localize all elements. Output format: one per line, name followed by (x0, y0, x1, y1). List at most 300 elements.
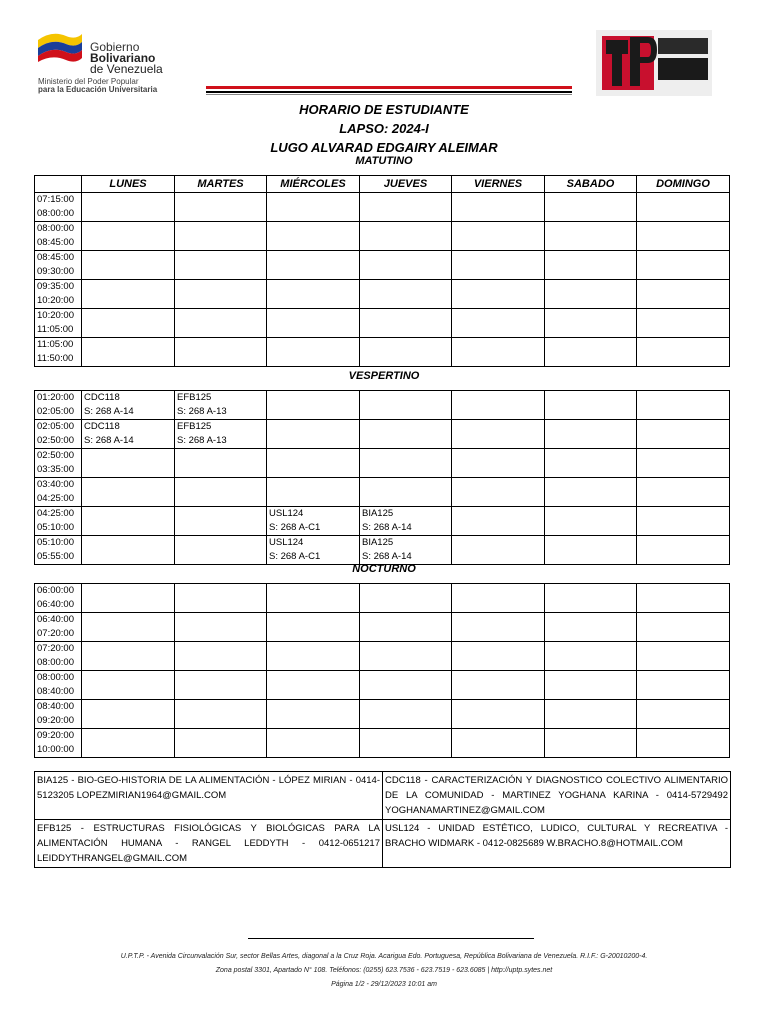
course-code (360, 222, 451, 236)
course-code (175, 449, 266, 463)
class-cell (82, 193, 175, 222)
room-label (452, 207, 544, 221)
course-code (175, 280, 266, 294)
slot-end-time: 06:40:00 (37, 599, 74, 610)
course-code (267, 391, 359, 405)
slot-start-time: 05:10:00 (37, 537, 74, 548)
course-code (360, 420, 451, 434)
class-cell (175, 420, 267, 449)
class-cell (267, 584, 360, 613)
room-label (267, 294, 359, 308)
time-slot (35, 584, 82, 613)
course-code (267, 338, 359, 352)
course-code: BIA125 (362, 537, 394, 548)
class-cell (175, 478, 267, 507)
room-label (637, 434, 729, 448)
course-code (452, 420, 544, 434)
room-label (267, 265, 359, 279)
course-code (637, 251, 729, 265)
course-code (637, 338, 729, 352)
room-label (360, 405, 451, 419)
legend-row (35, 772, 731, 820)
class-cell (637, 449, 730, 478)
header-black-rule (206, 91, 572, 93)
course-code: CDC118 (84, 392, 120, 403)
room-label (545, 656, 636, 670)
gov-line-3: de Venezuela (90, 62, 163, 76)
slot-start-time: 07:15:00 (37, 194, 74, 205)
time-slot (35, 478, 82, 507)
venezuela-flag-icon (36, 30, 84, 62)
course-code (545, 536, 636, 550)
government-name (90, 42, 163, 75)
time-slot (35, 391, 82, 420)
slot-start-time: 11:05:00 (37, 339, 74, 350)
time-slot (35, 420, 82, 449)
header-red-rule (206, 86, 572, 89)
course-code (545, 338, 636, 352)
class-cell (360, 420, 452, 449)
course-code (82, 222, 174, 236)
slot-start-time: 09:35:00 (37, 281, 74, 292)
slot-end-time: 09:20:00 (37, 715, 74, 726)
class-cell (267, 280, 360, 309)
course-code (267, 729, 359, 743)
course-code (452, 671, 544, 685)
course-code (360, 478, 451, 492)
course-code: CDC118 (84, 421, 120, 432)
course-code (452, 613, 544, 627)
room-label (637, 598, 729, 612)
room-label (637, 743, 729, 757)
slot-end-time: 08:00:00 (37, 657, 74, 668)
room-label (545, 434, 636, 448)
room-label (82, 207, 174, 221)
course-code (267, 478, 359, 492)
class-cell (82, 536, 175, 565)
class-cell (175, 222, 267, 251)
room-label (175, 463, 266, 477)
course-code (267, 700, 359, 714)
table-row (35, 338, 730, 367)
course-code (452, 309, 544, 323)
course-code (175, 671, 266, 685)
table-row (35, 309, 730, 338)
slot-end-time: 02:50:00 (37, 435, 74, 446)
class-cell (545, 478, 637, 507)
class-cell (360, 309, 452, 338)
ministry-name (38, 78, 157, 94)
room-label (637, 463, 729, 477)
table-row (35, 729, 730, 758)
room-label (82, 463, 174, 477)
course-code (82, 536, 174, 550)
class-cell (360, 391, 452, 420)
course-code (82, 700, 174, 714)
room-label (545, 550, 636, 564)
class-cell (360, 729, 452, 758)
course-code (82, 671, 174, 685)
course-code: BIA125 (362, 508, 394, 519)
class-cell (267, 642, 360, 671)
course-code (175, 251, 266, 265)
course-code (637, 584, 729, 598)
class-cell (452, 671, 545, 700)
class-cell (82, 584, 175, 613)
class-cell (360, 280, 452, 309)
slot-start-time: 08:00:00 (37, 672, 74, 683)
course-code (82, 309, 174, 323)
room-label (637, 352, 729, 366)
time-slot (35, 309, 82, 338)
course-code (360, 729, 451, 743)
day-header: DOMINGO (637, 176, 730, 193)
class-cell (360, 338, 452, 367)
class-cell (637, 309, 730, 338)
class-cell (545, 420, 637, 449)
room-label: S: 268 A-14 (362, 551, 412, 562)
course-code (637, 536, 729, 550)
class-cell (637, 729, 730, 758)
time-slot (35, 671, 82, 700)
class-cell (82, 478, 175, 507)
class-cell (82, 280, 175, 309)
class-cell (267, 309, 360, 338)
course-code (637, 280, 729, 294)
room-label (82, 656, 174, 670)
course-code (175, 222, 266, 236)
slot-start-time: 08:40:00 (37, 701, 74, 712)
room-label (545, 463, 636, 477)
room-label (82, 492, 174, 506)
course-code (82, 193, 174, 207)
course-code (360, 700, 451, 714)
room-label (82, 294, 174, 308)
class-cell (82, 222, 175, 251)
course-code (82, 338, 174, 352)
course-code (452, 222, 544, 236)
class-cell (175, 449, 267, 478)
class-cell (175, 584, 267, 613)
course-code (452, 280, 544, 294)
class-cell (545, 642, 637, 671)
class-cell (637, 507, 730, 536)
class-cell (545, 507, 637, 536)
room-label: S: 268 A-14 (84, 435, 134, 446)
course-code (175, 700, 266, 714)
class-cell (267, 449, 360, 478)
slot-start-time: 02:05:00 (37, 421, 74, 432)
room-label (82, 598, 174, 612)
room-label (267, 627, 359, 641)
slot-start-time: 04:25:00 (37, 508, 74, 519)
slot-start-time: 03:40:00 (37, 479, 74, 490)
table-row (35, 613, 730, 642)
room-label (452, 294, 544, 308)
course-code (360, 584, 451, 598)
class-cell (452, 338, 545, 367)
room-label (82, 550, 174, 564)
class-cell (637, 700, 730, 729)
class-cell (267, 222, 360, 251)
class-cell (267, 391, 360, 420)
course-code (545, 671, 636, 685)
course-code (267, 309, 359, 323)
class-cell (452, 642, 545, 671)
room-label (267, 598, 359, 612)
course-code (637, 729, 729, 743)
course-code (637, 478, 729, 492)
room-label (637, 323, 729, 337)
day-header-row (35, 176, 730, 193)
course-code (545, 700, 636, 714)
course-code (637, 193, 729, 207)
gov-line-2: Bolivariano (90, 51, 156, 65)
class-cell (637, 193, 730, 222)
course-code (360, 642, 451, 656)
room-label (360, 434, 451, 448)
room-label (452, 265, 544, 279)
room-label (360, 714, 451, 728)
room-label (545, 236, 636, 250)
course-code (267, 193, 359, 207)
class-cell (82, 642, 175, 671)
class-cell (267, 700, 360, 729)
room-label (637, 627, 729, 641)
course-code (360, 338, 451, 352)
room-label (545, 207, 636, 221)
course-code (360, 251, 451, 265)
course-code (82, 584, 174, 598)
room-label (267, 207, 359, 221)
legend-item: BIA125 - BIO-GEO-HISTORIA DE LA ALIMENTACIÓN - LÓPEZ MIRIAN - 0414-5123205 LOPEZMIRIAN1964@GMAIL.COM (35, 772, 383, 820)
slot-start-time: 08:00:00 (37, 223, 74, 234)
course-code (452, 700, 544, 714)
course-code (82, 507, 174, 521)
room-label (82, 685, 174, 699)
room-label (452, 743, 544, 757)
class-cell (452, 222, 545, 251)
course-code: USL124 (269, 537, 304, 548)
room-label (267, 743, 359, 757)
room-label (82, 521, 174, 535)
room-label (82, 743, 174, 757)
class-cell (637, 671, 730, 700)
table-row (35, 671, 730, 700)
section-title: MATUTINO (355, 155, 413, 167)
class-cell (175, 700, 267, 729)
ministry-line-2: para la Educación Universitaria (38, 85, 158, 94)
course-code (267, 449, 359, 463)
course-code (175, 478, 266, 492)
course-code (175, 309, 266, 323)
table-row (35, 478, 730, 507)
room-label (637, 685, 729, 699)
class-cell (452, 391, 545, 420)
class-cell (267, 671, 360, 700)
time-slot (35, 507, 82, 536)
class-cell (545, 251, 637, 280)
room-label (637, 236, 729, 250)
room-label (267, 405, 359, 419)
course-code (452, 507, 544, 521)
class-cell (637, 391, 730, 420)
course-code (360, 391, 451, 405)
course-code: EFB125 (177, 421, 212, 432)
table-row (35, 700, 730, 729)
room-label (267, 434, 359, 448)
course-code (175, 507, 266, 521)
table-row (35, 222, 730, 251)
course-code (360, 449, 451, 463)
class-cell (452, 700, 545, 729)
gov-line-1: Gobierno (90, 40, 140, 54)
course-code (267, 222, 359, 236)
time-slot (35, 729, 82, 758)
class-cell (82, 309, 175, 338)
slot-end-time: 08:40:00 (37, 686, 74, 697)
day-header: MARTES (175, 176, 267, 193)
course-code (637, 222, 729, 236)
course-code (175, 729, 266, 743)
room-label (360, 492, 451, 506)
class-cell (82, 251, 175, 280)
class-cell (175, 391, 267, 420)
class-cell (175, 193, 267, 222)
slot-end-time: 03:35:00 (37, 464, 74, 475)
course-code (82, 251, 174, 265)
class-cell (545, 584, 637, 613)
course-code (175, 193, 266, 207)
room-label (360, 236, 451, 250)
time-slot (35, 700, 82, 729)
class-cell (545, 613, 637, 642)
class-cell (267, 478, 360, 507)
course-code (82, 478, 174, 492)
room-label (82, 236, 174, 250)
class-cell (360, 536, 452, 565)
day-header: SABADO (545, 176, 637, 193)
room-label (545, 352, 636, 366)
class-cell (175, 280, 267, 309)
table-row (35, 449, 730, 478)
class-cell (637, 251, 730, 280)
class-cell (452, 309, 545, 338)
class-cell (545, 671, 637, 700)
room-label (267, 463, 359, 477)
room-label: S: 268 A-C1 (269, 522, 321, 533)
course-code (360, 671, 451, 685)
course-code (637, 391, 729, 405)
class-cell (360, 584, 452, 613)
schedule-table (34, 390, 730, 565)
class-cell (452, 280, 545, 309)
room-label: S: 268 A-C1 (269, 551, 321, 562)
course-code (267, 671, 359, 685)
class-cell (637, 222, 730, 251)
room-label (637, 656, 729, 670)
table-row (35, 391, 730, 420)
course-code (545, 478, 636, 492)
room-label (360, 627, 451, 641)
course-code (545, 642, 636, 656)
term-label: LAPSO: 2024-I (339, 121, 429, 136)
room-label (545, 323, 636, 337)
room-label (637, 405, 729, 419)
course-code (545, 420, 636, 434)
slot-start-time: 07:20:00 (37, 643, 74, 654)
class-cell (267, 193, 360, 222)
table-row (35, 420, 730, 449)
room-label (82, 714, 174, 728)
course-code: EFB125 (177, 392, 212, 403)
course-code (82, 729, 174, 743)
course-code (360, 309, 451, 323)
course-code (175, 536, 266, 550)
room-label: S: 268 A-14 (84, 406, 134, 417)
time-slot (35, 536, 82, 565)
class-cell (637, 478, 730, 507)
class-cell (545, 280, 637, 309)
room-label (452, 236, 544, 250)
course-code (452, 536, 544, 550)
room-label (175, 323, 266, 337)
class-cell (267, 507, 360, 536)
course-code (267, 251, 359, 265)
room-label (175, 294, 266, 308)
room-label (267, 352, 359, 366)
course-code (545, 584, 636, 598)
room-label (452, 521, 544, 535)
schedule-table (34, 175, 730, 367)
room-label (360, 598, 451, 612)
class-cell (267, 251, 360, 280)
slot-end-time: 11:50:00 (37, 353, 74, 364)
day-header: MIÉRCOLES (267, 176, 360, 193)
course-code (637, 449, 729, 463)
room-label (175, 265, 266, 279)
slot-end-time: 04:25:00 (37, 493, 74, 504)
class-cell (175, 613, 267, 642)
room-label (360, 294, 451, 308)
room-label (360, 743, 451, 757)
class-cell (452, 613, 545, 642)
footer-rule (248, 938, 534, 939)
room-label (545, 627, 636, 641)
class-cell (360, 700, 452, 729)
class-cell (82, 338, 175, 367)
class-cell (637, 642, 730, 671)
slot-end-time: 08:00:00 (37, 208, 74, 219)
room-label (545, 294, 636, 308)
room-label (452, 656, 544, 670)
footer-address: U.P.T.P. - Avenida Circunvalación Sur, sector Bellas Artes, diagonal a la Cruz Roja. Acarigua Edo. Portuguesa, República Bolivariana de Venezuela. R.I.F.: G-20010200-4. (120, 953, 648, 960)
class-cell (82, 420, 175, 449)
room-label (545, 405, 636, 419)
class-cell (360, 613, 452, 642)
slot-end-time: 05:10:00 (37, 522, 74, 533)
course-code (360, 193, 451, 207)
course-code (82, 613, 174, 627)
course-code (545, 729, 636, 743)
course-code (452, 729, 544, 743)
course-code (637, 507, 729, 521)
course-legend (34, 771, 731, 868)
class-cell (360, 642, 452, 671)
room-label (360, 323, 451, 337)
student-name: LUGO ALVARAD EDGAIRY ALEIMAR (270, 140, 498, 155)
room-label (452, 492, 544, 506)
